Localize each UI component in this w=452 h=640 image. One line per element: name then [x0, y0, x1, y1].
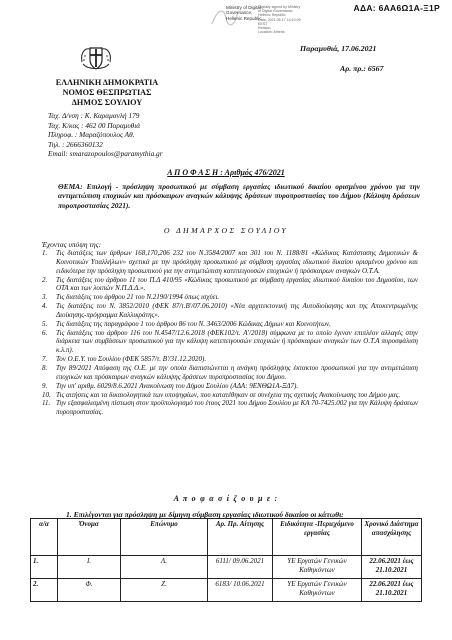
consideration-item: [42, 382, 418, 391]
item-number: 11.: [42, 399, 51, 408]
cell-surname: Ζ.: [121, 579, 208, 602]
item-text: Την υπ' αριθμ. 6029/8.6.2021 Ανακοίνωση του Δήμου Σουλίου (ΑΔΑ: 9ΕΝΘΩ1Α-ΞΔ7).: [56, 381, 299, 390]
header-municipality: ΔΗΜΟΣ ΣΟΥΛΙΟΥ: [71, 98, 143, 107]
item-number: 9.: [42, 381, 48, 390]
item-text: Την 89/2021 Απόφαση της Ο.Ε. με την οποία διαπιστώνεται η ανάγκη πρόσληψης έκτακτου προσωπικού για την αντιμετώπιση εποχικών και πρόσκαιρων αναγκών κάλυψης δράσεων πυροπροστασίας του Δήμου.: [56, 363, 418, 381]
table-row: [31, 579, 422, 602]
table-row: [31, 556, 422, 579]
hires-table: [30, 518, 422, 602]
consideration-item: [42, 355, 418, 364]
decision-title: [0, 168, 452, 177]
cell-aa: 2.: [31, 579, 58, 602]
item-text: Τις διατάξεις του Ν. 3852/2010 (ΦΕΚ 87/τ.Β'/07.06.2010) «Νέα αρχιτεκτονική της Αυτοδιοίκησης και της Αποκεντρωμένης Διοίκησης-πρόγραμμα Καλλικράτης».: [56, 302, 418, 319]
cell-name: Ι.: [58, 556, 121, 579]
signature-detail-line: Date: 2021.06.17 14:10:09: [258, 17, 301, 22]
item-number: 6.: [42, 328, 48, 337]
item-number: 3.: [42, 293, 48, 302]
mayor-heading: Ο ΔΗΜΑΡΧΟΣ ΣΟΥΛΙΟΥ: [163, 226, 289, 235]
consideration-item: [42, 329, 418, 356]
consideration-item: [42, 399, 418, 417]
cell-period: 22.06.2021 έως 21.10.2021: [362, 579, 422, 602]
signature-detail-line: Hellenic Republic: [258, 13, 286, 18]
item-text: Τις διατάξεις του άρθρου 21 του Ν.2190/1994 όπως ισχύει.: [56, 293, 220, 302]
email-line: Email: smarazopoulos@paramythia.gr: [48, 149, 163, 158]
address-line: Τηλ. : 2666360132: [48, 139, 103, 149]
cell-specialty: ΥΕ Εργατών Γενικών Καθηκόντων: [273, 556, 362, 579]
consideration-item: [42, 276, 418, 294]
cell-application: 6111/ 09.06.2021: [208, 556, 273, 579]
consideration-item: [42, 391, 418, 400]
cell-surname: Λ.: [121, 556, 208, 579]
greek-coat-of-arms-icon: [78, 40, 114, 76]
col-period: Χρονικό Διάστημα απασχόλησης: [362, 519, 422, 556]
item-number: 8.: [42, 363, 48, 372]
decision-title-prefix: Α Π Ο Φ Α Σ Η :: [167, 168, 225, 177]
item-text: Τις διατάξεις του άρθρου 116 του Ν.4547/12.6.2018 (ΦΕΚ102/τ. Α'/2018) σύμφωνα με το οποίο έγιναν επιπλέον αλλαγές στην διάρκεια των συμβάσεων προσωπικού για την κάλυψη κατεπειγουσών εποχικών ή πρόσκαιρων αναγκών των Ο.Τ.Α πυροσφάλιση κ.λ.π).: [56, 328, 418, 355]
header-prefecture: ΝΟΜΟΣ ΘΕΣΠΡΩΤΙΑΣ: [62, 88, 152, 97]
header-country: ΕΛΛΗΝΙΚΗ ΔΗΜΟΚΡΑΤΙΑ: [55, 78, 159, 87]
item-number: 7.: [42, 355, 48, 364]
decide-heading: Α π ο φ α σ ί ζ ο υ μ ε :: [173, 494, 279, 503]
item-number: 10.: [42, 390, 51, 399]
cell-specialty: ΥΕ Εργατών Γενικών Καθηκόντων: [273, 579, 362, 602]
table-header-row: [31, 519, 422, 556]
signature-issuer-line: Ministry of Digital: [226, 5, 261, 10]
col-surname: Επώνυμο: [121, 519, 208, 556]
item-text: Τον Ο.Ε.Υ. του Σουλίου (ΦΕΚ 5857/τ. Β'/31.12.2020).: [56, 355, 207, 364]
signature-detail-line: of Digital Governance,: [258, 9, 294, 14]
signature-detail-line: Location: Athens: [258, 30, 285, 35]
cell-name: Φ.: [58, 579, 121, 602]
place-date: Παραμυθιά, 17.06.2021: [300, 44, 377, 53]
consideration-item: [42, 293, 418, 302]
decision-subject: ΘΕΜΑ: Επιλογή - πρόσληψη προσωπικού με σύμβαση εργασίας ιδιωτικού δικαίου ορισμένου χρόνου για την αντιμετώπιση εποχικών και πρόσκαιρων αναγκών κάλυψης δράσεων πυροπροστασίας του Δήμου (Κάλυψη δράσεων πυροπροστασίας 2021).: [58, 182, 420, 210]
item-number: 5.: [42, 319, 48, 328]
item-number: 4.: [42, 302, 48, 311]
signature-issuer-line: Hellenic Republic: [226, 15, 262, 21]
item-text: Τις αιτήσεις και τα δικαιολογητικά των υποψηφίων, που κατατέθηκαν σε συνέχεια της σχετικής Ανακοίνωσης του Δήμου μας.: [56, 390, 401, 399]
address-line: Ταχ. Κ/κας : 462 00 Παραμυθιά: [48, 120, 141, 130]
item-number: 1.: [42, 249, 48, 257]
considerations-intro: Έχοντας υπόψη της:: [42, 240, 102, 249]
address-line: Πληροφ. : Μαραζόπουλος Αθ.: [48, 130, 135, 139]
col-aa: α/α: [31, 519, 58, 556]
item-text: Την εξασφαλισμένη πίστωση στον προϋπολογισμό του έτους 2021 του Δήμου Σουλίου με ΚΑ 70-7425.002 για την Κάλυψη δράσεων πυροπροστασίας.: [56, 399, 418, 417]
protocol-number: Αρ. πρ.: 6567: [340, 64, 384, 73]
consideration-item: [42, 249, 418, 276]
signature-detail-line: Reason:: [258, 26, 272, 31]
signature-detail-line: EEST: [258, 21, 268, 26]
consideration-item: [42, 320, 418, 329]
signature-issuer-line: Governance,: [226, 10, 253, 16]
signature-detail-line: Digitally signed by Ministry: [258, 5, 301, 9]
item-text: Τις διατάξεις των άρθρων 168,170,206 232 του Ν.3584/2007 και 301 του Ν. 1188/81 «Κώδικας Κατάστασης Δημοτικών & Κοινοτικών Υπαλλήλων» σχετικά με την πρόσληψη προσωπικού με σύμβαση εργασίας ιδιωτικού δικαίου ορισμένου χρόνου και ειδικότερα την πρόσληψη προσωπικού για την αντιμετώπιση κατεπειγουσών εποχικών ή πρόσκαιρων αναγκών Ο.Τ.Α.: [56, 249, 418, 275]
cell-aa: 1.: [31, 556, 58, 579]
cell-application: 6183/ 10.06.2021: [208, 579, 273, 602]
col-name: Όνομα: [58, 519, 121, 556]
considerations-list: [42, 249, 418, 417]
category-heading: 1. Επιλέγονται για πρόσληψη με δίμηνη σύμβαση εργασίας ιδιωτικού δικαίου οι κάτωθι:: [66, 510, 344, 519]
decision-number: Αριθμός 476/2021: [224, 168, 285, 177]
address-line: Ταχ. Δ/νση : Κ. Καραμανλή 179: [48, 111, 140, 120]
signature-details: [258, 5, 313, 34]
ada-code: ΑΔΑ: 6ΑΑ6Ω1Α-Ξ1Ρ: [353, 3, 440, 13]
item-text: Τις διατάξεις του άρθρου 11 του Π.Δ 410/95 «Κώδικας προσωπικού με σύμβαση εργασίας ιδιωτικού δικαίου του Δημοσίου, των ΟΤΑ και των λοιπών Ν.Π.Δ.Δ.».: [56, 275, 418, 293]
item-text: Τις διατάξεις της παραγράφου 1 του άρθρου 86 του Ν. 3463/2006 Κώδικας Δήμων και Κοινοτήτων.: [56, 319, 331, 328]
consideration-item: [42, 364, 418, 382]
col-specialty: Ειδικότητα -Περιεχόμενο εργασίας: [273, 519, 362, 556]
col-application: Αρ. Πρ. Αίτησης: [208, 519, 273, 556]
item-number: 2.: [42, 275, 48, 284]
consideration-item: [42, 302, 418, 320]
cell-period: 22.06.2021 έως 21.10.2021: [362, 556, 422, 579]
